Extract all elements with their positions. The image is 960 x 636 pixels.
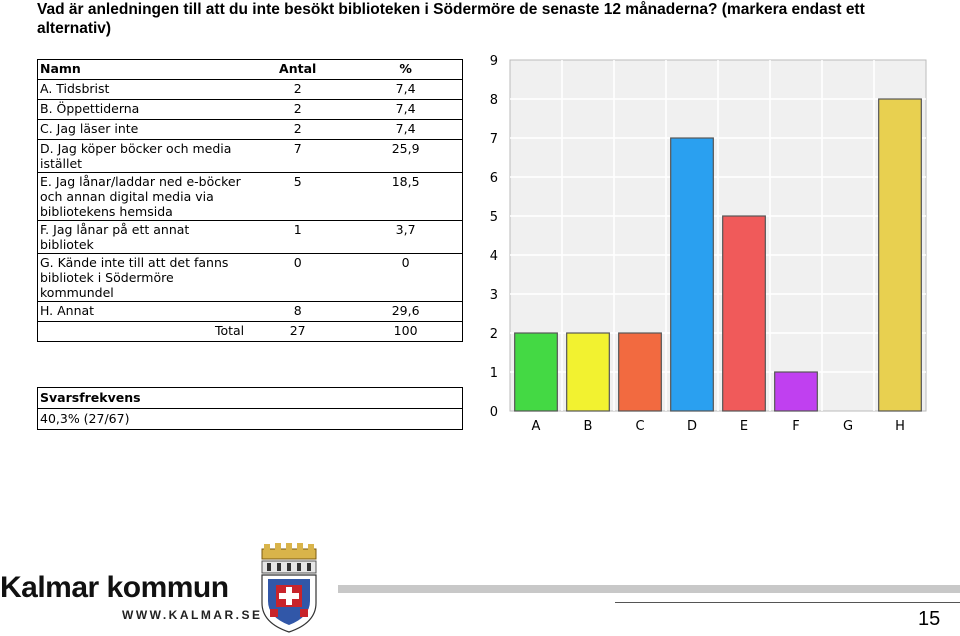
row-name: H. Annat [38,302,247,322]
row-name: B. Öppettiderna [38,100,247,120]
bar-f [775,372,818,411]
row-count: 2 [246,80,349,100]
row-percent: 7,4 [349,80,462,100]
y-tick-label: 2 [489,327,498,342]
footer-divider [338,585,960,593]
table-row [38,302,463,322]
table-row [38,140,463,173]
bar-h [879,99,922,411]
total-count: 27 [246,322,349,342]
page-number: 15 [918,608,941,630]
x-tick-label: A [531,419,541,434]
x-tick-label: C [635,419,645,434]
x-tick-label: B [583,419,593,434]
coat-of-arms-icon [258,543,320,633]
header-name: Namn [38,60,247,80]
row-percent: 0 [349,254,462,302]
bar-b [567,333,610,411]
total-label: Total [38,322,247,342]
header-count: Antal [246,60,349,80]
total-percent: 100 [349,322,462,342]
y-tick-label: 3 [489,288,498,303]
x-tick-label: E [739,419,749,434]
question-title: Vad är anledningen till att du inte besökt biblioteken i Södermöre de senaste 12 månaderna? (markera endast ett alternativ) [37,1,865,37]
row-count: 8 [246,302,349,322]
row-count: 2 [246,120,349,140]
x-tick-label: F [792,419,800,434]
row-count: 1 [246,221,349,254]
row-name: C. Jag läser inte [38,120,247,140]
y-tick-label: 8 [489,93,498,108]
row-percent: 7,4 [349,120,462,140]
y-tick-label: 9 [489,54,498,69]
row-percent: 18,5 [349,173,462,221]
page-number-line [615,602,960,603]
table-row [38,254,463,302]
table-total-row [38,322,463,342]
x-tick-label: H [895,419,905,434]
row-name: G. Kände inte till att det fanns bibliotek i Södermöre kommundel [38,254,247,302]
y-tick-label: 4 [489,249,498,264]
row-count: 0 [246,254,349,302]
y-tick-label: 1 [489,366,498,381]
bar-d [671,138,714,411]
table-row [38,100,463,120]
y-tick-label: 6 [489,171,498,186]
table-row [38,221,463,254]
table-header-row [38,60,463,80]
row-name: E. Jag lånar/laddar ned e-böcker och annan digital media via bibliotekens hemsida [38,173,247,221]
x-tick-label: D [686,419,698,434]
row-percent: 29,6 [349,302,462,322]
row-percent: 25,9 [349,140,462,173]
bar-chart [480,45,940,440]
x-tick-label: G [842,419,854,434]
results-table [37,59,463,342]
bar-e [723,216,766,411]
header-percent: % [349,60,462,80]
row-name: F. Jag lånar på ett annat bibliotek [38,221,247,254]
bar-a [515,333,558,411]
y-tick-label: 5 [489,210,498,225]
row-name: D. Jag köper böcker och media istället [38,140,247,173]
brand-name: Kalmar kommun [0,571,229,604]
table-row [38,80,463,100]
y-tick-label: 0 [489,405,498,420]
response-rate-label: Svarsfrekvens [38,388,463,409]
response-rate-value: 40,3% (27/67) [38,409,463,430]
table-row [38,120,463,140]
row-percent: 3,7 [349,221,462,254]
row-count: 2 [246,100,349,120]
table-row [38,173,463,221]
response-rate-table [37,387,463,430]
row-count: 7 [246,140,349,173]
row-name: A. Tidsbrist [38,80,247,100]
row-percent: 7,4 [349,100,462,120]
row-count: 5 [246,173,349,221]
bar-c [619,333,662,411]
y-tick-label: 7 [489,132,498,147]
brand-url: WWW.KALMAR.SE [122,608,263,622]
